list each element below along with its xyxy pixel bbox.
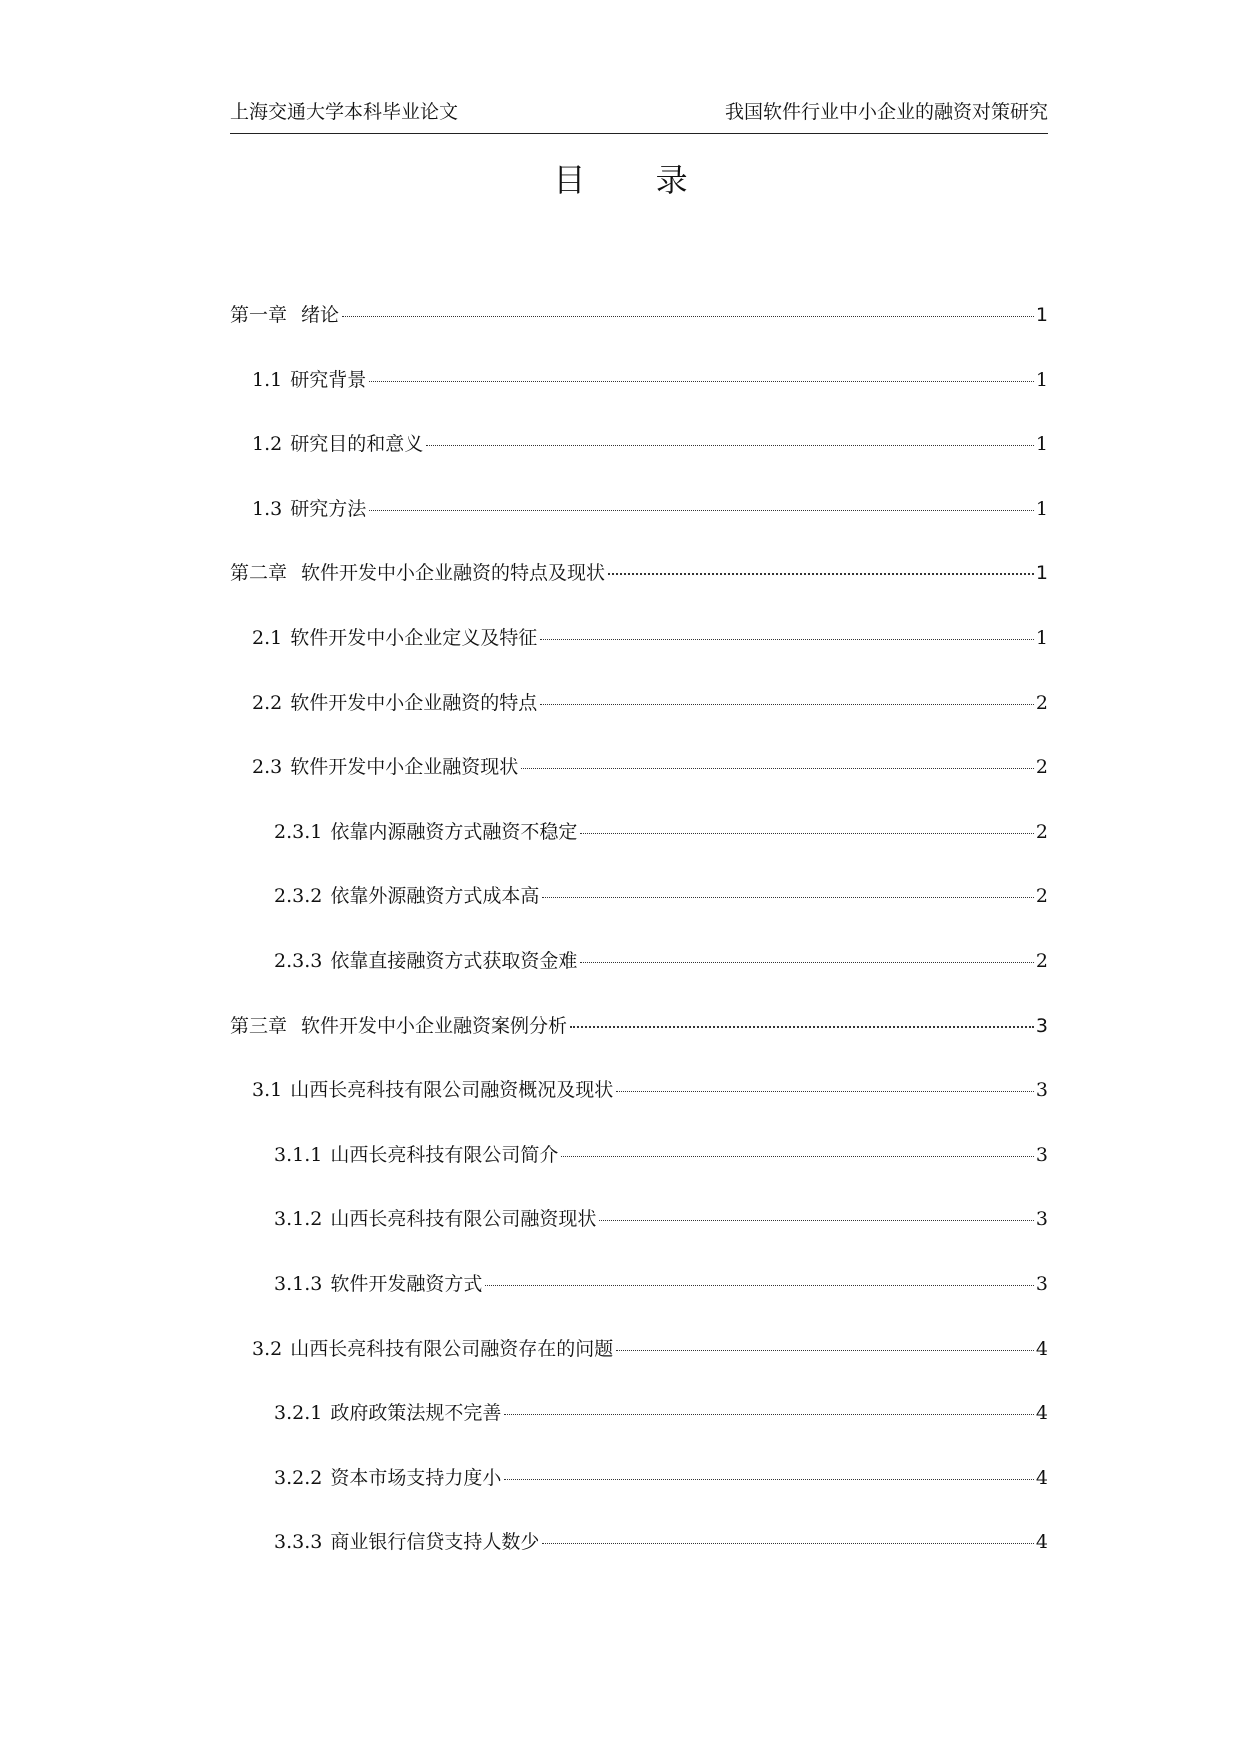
toc-entry-label bbox=[230, 300, 339, 327]
toc-entry-text: 软件开发中小企业定义及特征 bbox=[290, 626, 538, 649]
toc-entry-text: 山西长亮科技有限公司简介 bbox=[330, 1143, 559, 1166]
toc-page-number: 4 bbox=[1035, 1531, 1048, 1554]
toc-entry-label bbox=[230, 558, 605, 585]
toc-dot-leader bbox=[342, 316, 1034, 317]
toc-section-entry[interactable] bbox=[230, 688, 1048, 753]
table-of-contents bbox=[230, 300, 1048, 1592]
toc-entry-text: 研究目的和意义 bbox=[290, 433, 424, 456]
toc-entry-text: 山西长亮科技有限公司融资概况及现状 bbox=[290, 1079, 614, 1102]
toc-dot-leader bbox=[504, 1479, 1034, 1480]
toc-entry-label bbox=[252, 1334, 613, 1361]
toc-section-entry[interactable] bbox=[230, 494, 1048, 559]
toc-entry-label bbox=[274, 1398, 501, 1425]
toc-section-entry[interactable] bbox=[230, 365, 1048, 430]
toc-dot-leader bbox=[616, 1091, 1034, 1092]
toc-dot-leader bbox=[599, 1220, 1034, 1221]
toc-entry-label bbox=[252, 429, 423, 456]
toc-page-number: 3 bbox=[1035, 1272, 1048, 1295]
toc-page-number: 1 bbox=[1035, 497, 1048, 520]
header-thesis-title: 我国软件行业中小企业的融资对策研究 bbox=[724, 101, 1048, 123]
toc-page-number: 1 bbox=[1035, 433, 1048, 456]
toc-entry-label bbox=[274, 1140, 558, 1167]
page-header bbox=[230, 97, 1048, 134]
toc-entry-number: 3.1.2 bbox=[274, 1208, 323, 1231]
toc-entry-label bbox=[252, 1075, 613, 1102]
toc-dot-leader bbox=[580, 833, 1034, 834]
toc-entry-label bbox=[274, 946, 577, 973]
toc-entry-text: 资本市场支持力度小 bbox=[330, 1466, 502, 1489]
toc-entry-number: 2.3.1 bbox=[274, 820, 323, 843]
toc-entry-number: 3.1 bbox=[252, 1079, 283, 1102]
toc-section-entry[interactable] bbox=[230, 1527, 1048, 1592]
toc-page-number: 1 bbox=[1035, 626, 1048, 649]
toc-page-number: 3 bbox=[1035, 1208, 1048, 1231]
toc-entry-number: 3.2.2 bbox=[274, 1466, 323, 1489]
toc-section-entry[interactable] bbox=[230, 429, 1048, 494]
toc-page-number: 3 bbox=[1035, 1079, 1048, 1102]
toc-dot-leader bbox=[580, 962, 1034, 963]
toc-entry-text: 依靠内源融资方式融资不稳定 bbox=[330, 820, 578, 843]
toc-dot-leader bbox=[485, 1285, 1034, 1286]
toc-entry-number: 1.3 bbox=[252, 497, 283, 520]
toc-section-entry[interactable] bbox=[230, 946, 1048, 1011]
toc-section-entry[interactable] bbox=[230, 1398, 1048, 1463]
toc-dot-leader bbox=[540, 639, 1034, 640]
toc-entry-label bbox=[252, 494, 366, 521]
toc-entry-number: 3.3.3 bbox=[274, 1531, 323, 1554]
toc-chapter-entry[interactable] bbox=[230, 300, 1048, 365]
toc-dot-leader bbox=[369, 381, 1034, 382]
toc-entry-number: 第二章 bbox=[230, 562, 288, 585]
toc-entry-number: 2.1 bbox=[252, 626, 283, 649]
toc-entry-text: 依靠直接融资方式获取资金难 bbox=[330, 949, 578, 972]
toc-entry-label bbox=[274, 1527, 539, 1554]
toc-entry-text: 软件开发中小企业融资现状 bbox=[290, 756, 519, 779]
toc-page-number: 2 bbox=[1035, 756, 1048, 779]
toc-entry-label bbox=[252, 688, 537, 715]
toc-section-entry[interactable] bbox=[230, 1140, 1048, 1205]
toc-entry-label bbox=[274, 1269, 482, 1296]
toc-dot-leader bbox=[542, 897, 1034, 898]
toc-dot-leader bbox=[561, 1156, 1034, 1157]
toc-entry-text: 商业银行信贷支持人数少 bbox=[330, 1531, 540, 1554]
toc-entry-label bbox=[274, 817, 577, 844]
toc-entry-number: 2.3.3 bbox=[274, 949, 323, 972]
toc-entry-text: 政府政策法规不完善 bbox=[330, 1402, 502, 1425]
toc-entry-number: 2.2 bbox=[252, 691, 283, 714]
toc-page-number: 2 bbox=[1035, 820, 1048, 843]
toc-entry-number: 第三章 bbox=[230, 1014, 288, 1037]
toc-page-number: 4 bbox=[1035, 1466, 1048, 1489]
toc-entry-label bbox=[274, 881, 539, 908]
toc-entry-text: 依靠外源融资方式成本高 bbox=[330, 885, 540, 908]
toc-page-number: 4 bbox=[1035, 1402, 1048, 1425]
toc-dot-leader bbox=[542, 1543, 1034, 1544]
toc-page-number: 3 bbox=[1035, 1014, 1048, 1037]
toc-entry-label bbox=[274, 1204, 596, 1231]
toc-section-entry[interactable] bbox=[230, 1334, 1048, 1399]
toc-entry-text: 软件开发中小企业融资的特点 bbox=[290, 691, 538, 714]
toc-section-entry[interactable] bbox=[230, 817, 1048, 882]
toc-title: 目 录 bbox=[553, 161, 718, 199]
toc-entry-text: 软件开发融资方式 bbox=[330, 1272, 483, 1295]
toc-entry-label bbox=[230, 1011, 567, 1038]
toc-dot-leader bbox=[369, 510, 1034, 511]
toc-entry-number: 3.2.1 bbox=[274, 1402, 323, 1425]
toc-page-number: 1 bbox=[1035, 368, 1048, 391]
toc-entry-text: 软件开发中小企业融资案例分析 bbox=[301, 1014, 568, 1037]
toc-dot-leader bbox=[608, 573, 1034, 575]
toc-page-number: 4 bbox=[1035, 1337, 1048, 1360]
toc-dot-leader bbox=[521, 768, 1034, 769]
toc-entry-label bbox=[274, 1463, 501, 1490]
toc-entry-text: 山西长亮科技有限公司融资现状 bbox=[330, 1208, 597, 1231]
toc-section-entry[interactable] bbox=[230, 1269, 1048, 1334]
toc-chapter-entry[interactable] bbox=[230, 1011, 1048, 1076]
toc-page-number: 2 bbox=[1035, 691, 1048, 714]
toc-section-entry[interactable] bbox=[230, 752, 1048, 817]
toc-page-number: 1 bbox=[1035, 304, 1048, 326]
toc-entry-label bbox=[252, 623, 537, 650]
toc-section-entry[interactable] bbox=[230, 1463, 1048, 1528]
toc-entry-number: 1.1 bbox=[252, 368, 283, 391]
toc-section-entry[interactable] bbox=[230, 1075, 1048, 1140]
toc-page-number: 2 bbox=[1035, 885, 1048, 908]
toc-entry-text: 山西长亮科技有限公司融资存在的问题 bbox=[290, 1337, 614, 1360]
toc-entry-number: 1.2 bbox=[252, 433, 283, 456]
toc-section-entry[interactable] bbox=[230, 1204, 1048, 1269]
toc-entry-label bbox=[252, 365, 366, 392]
toc-entry-number: 2.3 bbox=[252, 756, 283, 779]
toc-page-number: 2 bbox=[1035, 949, 1048, 972]
toc-entry-number: 2.3.2 bbox=[274, 885, 323, 908]
toc-dot-leader bbox=[504, 1414, 1034, 1415]
toc-section-entry[interactable] bbox=[230, 881, 1048, 946]
toc-entry-number: 3.1.3 bbox=[274, 1272, 323, 1295]
toc-chapter-entry[interactable] bbox=[230, 558, 1048, 623]
toc-entry-text: 软件开发中小企业融资的特点及现状 bbox=[301, 562, 606, 585]
toc-page-number: 3 bbox=[1035, 1143, 1048, 1166]
toc-dot-leader bbox=[616, 1350, 1034, 1351]
toc-entry-text: 研究背景 bbox=[290, 368, 367, 391]
toc-entry-number: 第一章 bbox=[230, 304, 288, 326]
toc-entry-number: 3.2 bbox=[252, 1337, 283, 1360]
toc-dot-leader bbox=[540, 704, 1034, 705]
toc-dot-leader bbox=[570, 1026, 1034, 1028]
header-university: 上海交通大学本科毕业论文 bbox=[230, 101, 459, 123]
toc-entry-label bbox=[252, 752, 518, 779]
toc-section-entry[interactable] bbox=[230, 623, 1048, 688]
toc-entry-text: 绪论 bbox=[301, 304, 340, 326]
toc-entry-text: 研究方法 bbox=[290, 497, 367, 520]
toc-dot-leader bbox=[426, 445, 1034, 446]
toc-entry-number: 3.1.1 bbox=[274, 1143, 323, 1166]
toc-page-number: 1 bbox=[1035, 562, 1048, 585]
